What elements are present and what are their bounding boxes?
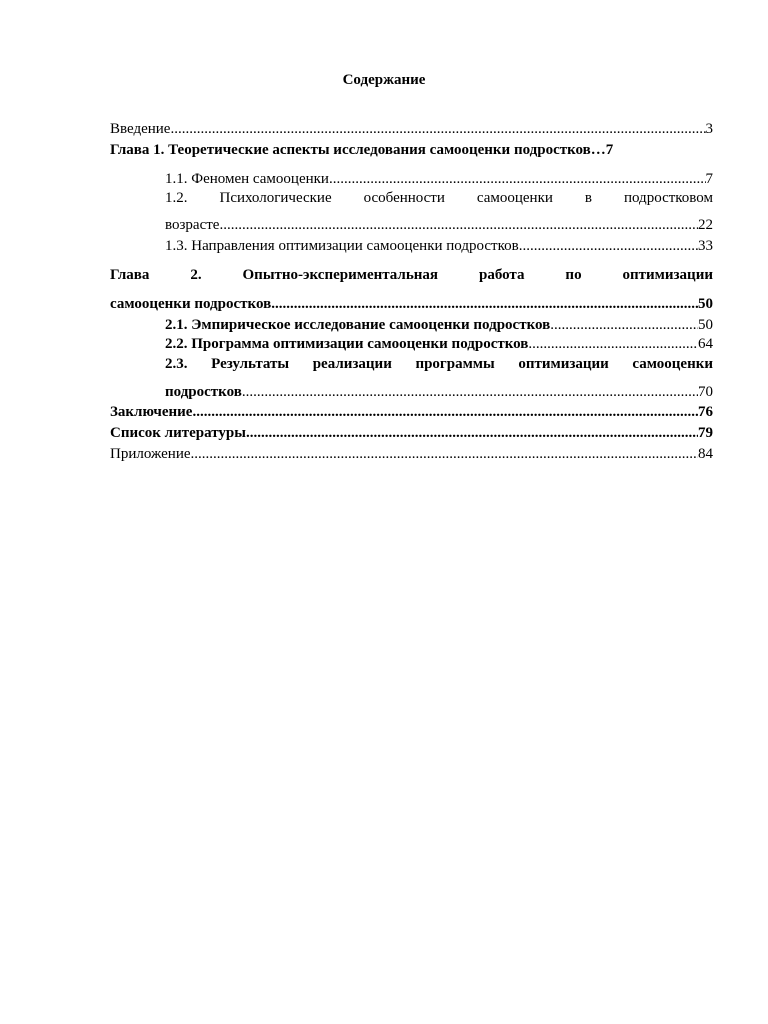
toc-entry-introduction[interactable]	[110, 118, 713, 140]
toc-entry-1-3[interactable]	[165, 235, 713, 257]
toc-entry-text: Заключение	[110, 404, 193, 420]
toc-entry-chapter-2-line2[interactable]	[110, 293, 713, 315]
toc-entry-2-2[interactable]	[165, 333, 713, 355]
toc-entry-text: 1.3. Направления оптимизации самооценки подростков	[165, 238, 519, 254]
toc-page-number: 84	[698, 446, 713, 462]
toc-page-number: 70	[698, 384, 713, 400]
toc-page-number: 79	[698, 425, 713, 441]
toc-entry-text: самооценки подростков	[110, 296, 272, 312]
dot-leader	[242, 381, 698, 403]
toc-entry-1-2-line1[interactable]: 1.2. Психологические особенности самооценки в подростковом	[165, 190, 713, 206]
dot-leader	[246, 422, 698, 444]
dot-leader	[219, 214, 698, 236]
toc-entry-1-2-line2[interactable]	[165, 214, 713, 236]
toc-entry-text: 2.2. Программа оптимизации самооценки подростков	[165, 336, 529, 352]
page-title: Содержание	[342, 72, 426, 88]
toc-entry-2-3-line2[interactable]	[165, 381, 713, 403]
toc-page-number: 64	[698, 336, 713, 352]
dot-leader	[271, 293, 698, 315]
toc-entry-chapter-2-line1[interactable]: Глава 2. Опытно-экспериментальная работа по оптимизации	[110, 267, 713, 283]
toc-entry-chapter-1[interactable]	[110, 139, 713, 161]
dot-leader	[170, 118, 705, 140]
toc-page-number: 22	[698, 217, 713, 233]
toc-entry-appendix[interactable]	[110, 443, 713, 465]
dot-leader	[192, 401, 698, 423]
toc-entry-text: возрасте	[165, 217, 220, 233]
toc-entry-text: Список литературы	[110, 425, 246, 441]
toc-entry-text: 1.1. Феномен самооценки	[165, 171, 329, 187]
toc-entry-conclusion[interactable]	[110, 401, 713, 423]
toc-page-number: 50	[698, 296, 713, 312]
toc-page-number: 3	[705, 121, 713, 137]
toc-entry-text: подростков	[165, 384, 242, 400]
dot-leader	[519, 235, 698, 257]
toc-entry-text: Приложение	[110, 446, 191, 462]
toc-page-number: 76	[698, 404, 713, 420]
toc-page-number: 33	[698, 238, 713, 254]
toc-entry-references[interactable]	[110, 422, 713, 444]
toc-entry-2-3-line1[interactable]: 2.3. Результаты реализации программы оптимизации самооценки	[165, 356, 713, 372]
toc-entry-text: 2.1. Эмпирическое исследование самооценки подростков	[165, 317, 551, 333]
toc-entry-text: Глава 1. Теоретические аспекты исследования самооценки подростков…	[110, 142, 606, 158]
toc-page-number: 50	[698, 317, 713, 333]
toc-page-number: 7	[605, 142, 614, 158]
toc-entry-text: Введение	[110, 121, 171, 137]
dot-leader	[528, 333, 698, 355]
toc-page-number: 7	[705, 171, 713, 187]
dot-leader	[191, 443, 698, 465]
